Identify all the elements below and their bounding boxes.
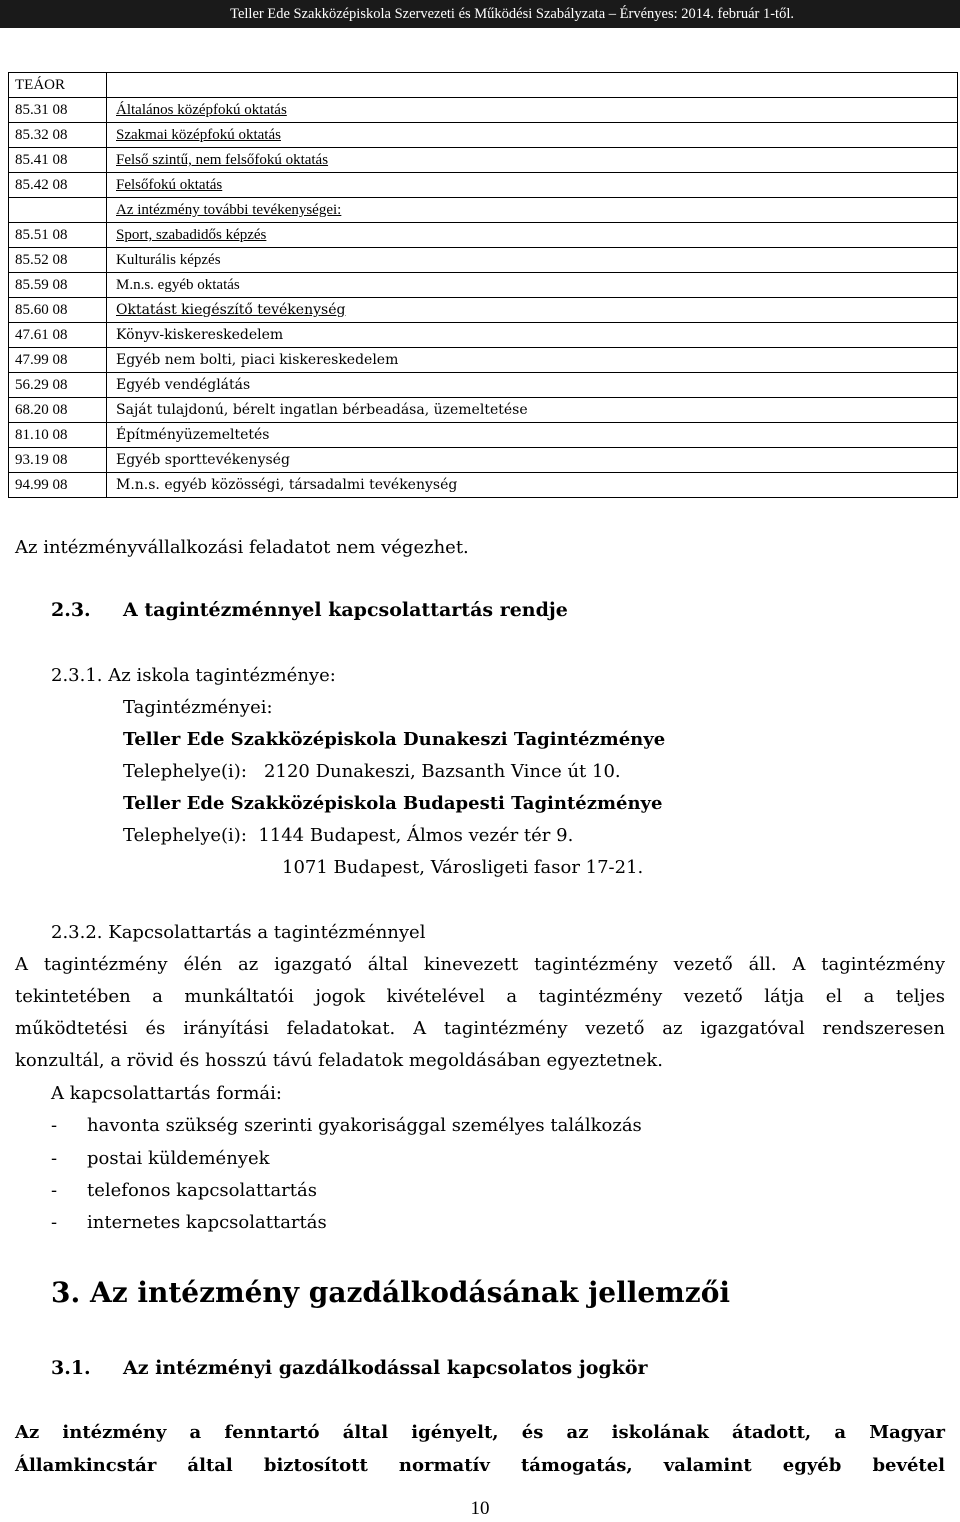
section-2-3-2: 2.3.2. Kapcsolattartás a tagintézménnyel [51, 922, 426, 943]
list-item: havonta szükség szerinti gyakorisággal személyes találkozás [87, 1115, 642, 1136]
table-row [9, 448, 958, 473]
section-3-heading: 3. Az intézmény gazdálkodásának jellemzői [51, 1276, 731, 1309]
forms-label: A kapcsolattartás formái: [51, 1083, 282, 1104]
row-code [9, 198, 107, 223]
row-code: 85.32 08 [9, 123, 107, 148]
page-header [0, 0, 960, 28]
list-bullet: - [51, 1115, 58, 1136]
para1-line3: működtetési és irányítási feladatokat. A tagintézmény vezető az igazgatóval rendszeresen [15, 1018, 945, 1039]
table-row [9, 148, 958, 173]
tag1-name: Teller Ede Szakközépiskola Dunakeszi Tagintézménye [123, 729, 666, 750]
row-description: Szakmai középfokú oktatás [107, 123, 958, 148]
table-row [9, 348, 958, 373]
list-bullet: - [51, 1180, 58, 1201]
section-2-3-1: 2.3.1. Az iskola tagintézménye: [51, 665, 336, 686]
table-row [9, 123, 958, 148]
table-row [9, 173, 958, 198]
table-row [9, 373, 958, 398]
section-3-1-number: 3.1. [51, 1357, 91, 1379]
row-description: Felsőfokú oktatás [107, 173, 958, 198]
row-description: Egyéb sporttevékenység [107, 448, 958, 473]
row-description: Egyéb vendéglátás [107, 373, 958, 398]
row-description: Sport, szabadidős képzés [107, 223, 958, 248]
table-row [9, 323, 958, 348]
row-code: 85.31 08 [9, 98, 107, 123]
para1-line1: A tagintézmény élén az igazgató által kinevezett tagintézmény vezető áll. A tagintézmény [15, 954, 945, 975]
row-code: 85.41 08 [9, 148, 107, 173]
para1-line2: tekintetében a munkáltatói jogok kivételével a tagintézmény vezető látja el a teljes [15, 986, 945, 1007]
row-description: M.n.s. egyéb közösségi, társadalmi tevékenység [107, 473, 958, 498]
tag-label: Tagintézményei: [123, 697, 273, 718]
row-description: Egyéb nem bolti, piaci kiskereskedelem [107, 348, 958, 373]
table-row [9, 248, 958, 273]
page-number: 10 [470, 1498, 490, 1519]
table-row [9, 273, 958, 298]
table-header-row [9, 73, 958, 98]
row-description: Kulturális képzés [107, 248, 958, 273]
row-code: 85.42 08 [9, 173, 107, 198]
row-code: 94.99 08 [9, 473, 107, 498]
header-title: Teller Ede Szakközépiskola Szervezeti és Működési Szabályzata – Érvényes: 2014. február 1-től. [230, 5, 794, 22]
tag2-site-2: 1071 Budapest, Városligeti fasor 17-21. [282, 857, 644, 878]
row-code: 85.59 08 [9, 273, 107, 298]
list-item: telefonos kapcsolattartás [87, 1180, 317, 1201]
para1-line4: konzultál, a rövid és hosszú távú feladatok megoldásában egyeztetnek. [15, 1050, 664, 1071]
list-bullet: - [51, 1148, 58, 1169]
table-row [9, 198, 958, 223]
row-code: 93.19 08 [9, 448, 107, 473]
row-code: 47.99 08 [9, 348, 107, 373]
row-description: Felső szintű, nem felsőfokú oktatás [107, 148, 958, 173]
para2-line1: Az intézmény a fenntartó által igényelt, és az iskolának átadott, a Magyar [15, 1422, 945, 1443]
row-code: 85.51 08 [9, 223, 107, 248]
row-description: Oktatást kiegészítő tevékenység [107, 298, 958, 323]
row-code: 85.52 08 [9, 248, 107, 273]
row-description: Az intézmény további tevékenységei: [107, 198, 958, 223]
table-row [9, 98, 958, 123]
section-2-3-title: A tagintézménnyel kapcsolattartás rendje [123, 599, 568, 621]
tag2-site: Telephelye(i): 1144 Budapest, Álmos vezér tér 9. [123, 825, 574, 846]
row-description: Saját tulajdonú, bérelt ingatlan bérbeadása, üzemeltetése [107, 398, 958, 423]
table-row [9, 423, 958, 448]
list-item: postai küldemények [87, 1148, 270, 1169]
table-row [9, 473, 958, 498]
tag1-site: Telephelye(i): 2120 Dunakeszi, Bazsanth Vince út 10. [123, 761, 621, 782]
row-code: 47.61 08 [9, 323, 107, 348]
row-description: Építményüzemeltetés [107, 423, 958, 448]
row-description: Általános középfokú oktatás [107, 98, 958, 123]
table-row [9, 223, 958, 248]
table-heading: TEÁOR [9, 73, 107, 98]
row-description: Könyv-kiskereskedelem [107, 323, 958, 348]
list-item: internetes kapcsolattartás [87, 1212, 327, 1233]
row-code: 68.20 08 [9, 398, 107, 423]
row-description: M.n.s. egyéb oktatás [107, 273, 958, 298]
list-bullet: - [51, 1212, 58, 1233]
tag2-name: Teller Ede Szakközépiskola Budapesti Tagintézménye [123, 793, 663, 814]
section-3-1-title: Az intézményi gazdálkodással kapcsolatos jogkör [123, 1357, 648, 1379]
para2-line2: Államkincstár által biztosított normatív támogatás, valamint egyéb bevétel [15, 1455, 945, 1476]
row-code: 56.29 08 [9, 373, 107, 398]
table-row [9, 398, 958, 423]
no-enterprise-text: Az intézményvállalkozási feladatot nem végezhet. [15, 537, 469, 558]
table-row [9, 298, 958, 323]
teaor-table [8, 72, 958, 498]
row-code: 85.60 08 [9, 298, 107, 323]
section-2-3-number: 2.3. [51, 599, 91, 621]
row-code: 81.10 08 [9, 423, 107, 448]
